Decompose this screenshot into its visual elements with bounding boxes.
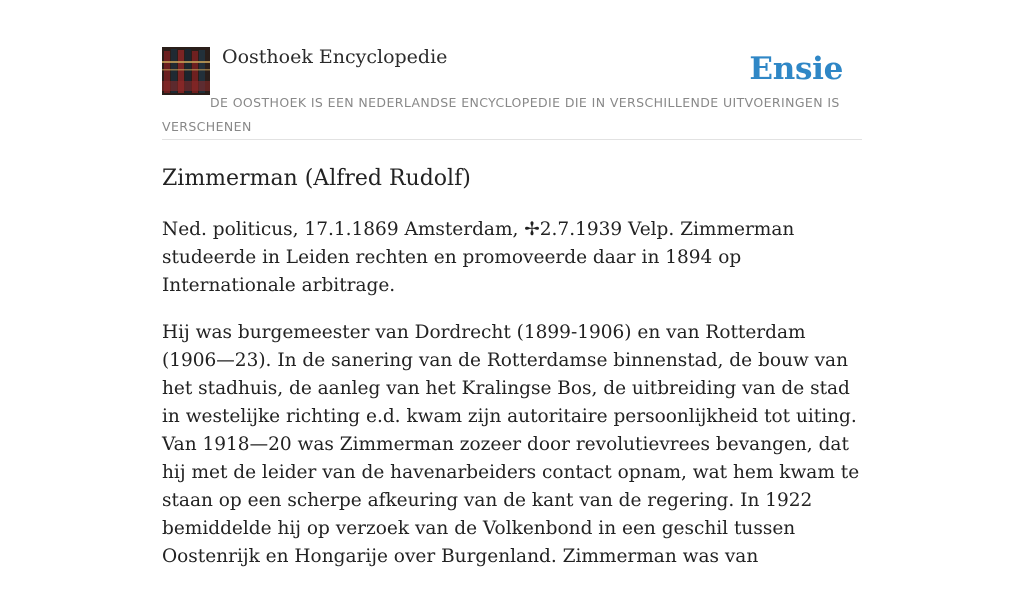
site-name[interactable]: Oosthoek Encyclopedie bbox=[222, 46, 448, 68]
article-paragraph: Ned. politicus, 17.1.1869 Amsterdam, ✢2.7.1939 Velp. Zimmerman studeerde in Leiden rechten en promoveerde daar in 1894 op Internationale arbitrage. bbox=[162, 219, 795, 296]
encyclopedia-books-avatar[interactable] bbox=[162, 47, 210, 95]
article-paragraph: Hij was burgemeester van Dordrecht (1899-1906) en van Rotterdam (1906—23). In de sanering van de Rotterdamse binnenstad, de bouw van het stadhuis, de aanleg van het Kralingse Bos, de uitbreiding van de stad in westelijke richting e.d. kwam zijn autoritaire persoonlijkheid tot uiting. Van 1918—20 was Zimmerman zozeer door revolutievrees bevangen, dat hij met de leider van de havenarbeiders contact opnam, wat hem kwam te staan op een scherpe afkeuring van de kant van de regering. In 1922 bemiddelde hij op verzoek van de Volkenbond in een geschil tussen Oostenrijk en Hongarije over Burgenland. Zimmerman was van bbox=[162, 322, 860, 567]
header-divider bbox=[162, 139, 862, 140]
book-spines-icon bbox=[162, 47, 210, 95]
article-title: Zimmerman (Alfred Rudolf) bbox=[162, 166, 471, 191]
ensie-logo-link[interactable]: Ensie bbox=[749, 51, 843, 87]
article-body bbox=[162, 216, 864, 590]
site-tagline: DE OOSTHOEK IS EEN NEDERLANDSE ENCYCLOPEDIE DIE IN VERSCHILLENDE UITVOERINGEN IS VERSCHENEN bbox=[162, 95, 840, 134]
